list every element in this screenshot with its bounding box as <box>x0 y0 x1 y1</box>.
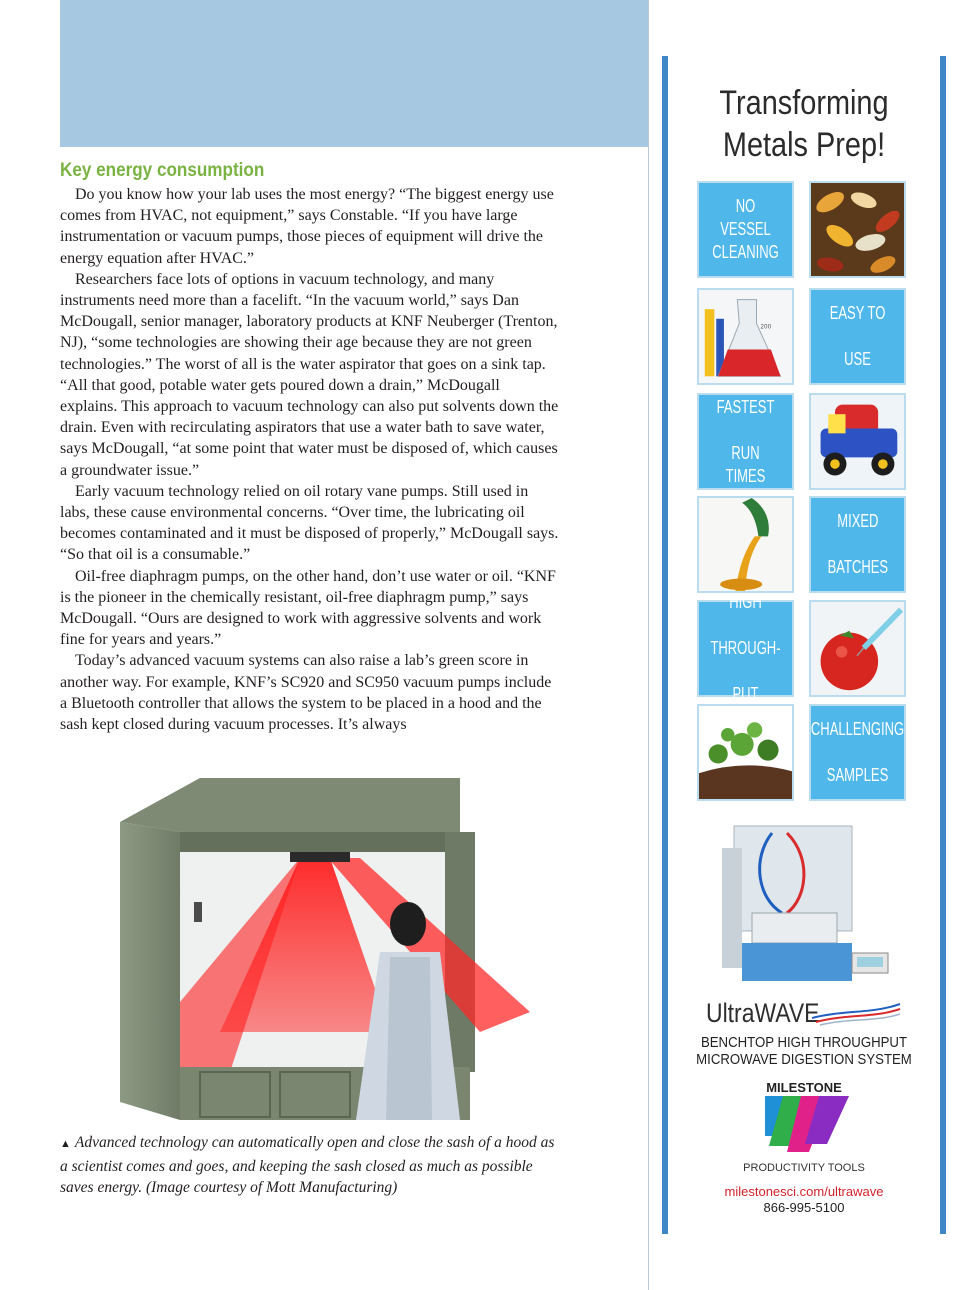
feature-line: USE <box>844 349 871 369</box>
ad-url[interactable]: milestonesci.com/ultrawave <box>724 1184 884 1199</box>
feature-line: CLEANING <box>712 242 779 262</box>
feature-line: SAMPLES <box>826 765 889 785</box>
oil-pour-image <box>697 496 794 593</box>
ad-title-line1: Transforming <box>719 84 889 122</box>
article-paragraph-4: Oil-free diaphragm pumps, on the other hand, don’t use water or oil. “KNF is the pioneer in the chemically resistant, oil-free diaphragm pump,” says McDougall. “Ours are designed to work with aggressive solvents and work fine for years and years.” <box>60 567 556 649</box>
beaker-image <box>697 288 794 385</box>
article <box>60 160 560 735</box>
ad-title <box>683 82 924 166</box>
article-paragraph-3: Early vacuum technology relied on oil rotary vane pumps. Still used in labs, these cause environmental concerns. “Over time, the lubricating oil becomes contaminated and it must be disposed of properly,” McDougall says. “So that oil is a consumable.” <box>60 482 559 564</box>
feature-tile-challenging-samples <box>809 704 906 801</box>
feature-line: BATCHES <box>827 557 888 577</box>
brand-swoosh-graphic <box>812 1000 902 1026</box>
article-paragraph-2: Researchers face lots of options in vacuum technology, and many instruments need more than a facelift. “In the vacuum world,” says Dan McDougall, senior manager, laboratory products at KNF Neuberger (Trenton, NJ), “some technologies are showing their age because they are not green technologies.” The worst of all is the water aspirator that goes on a sink tap. “All that good, potable water gets poured down a drain,” McDougall explains. This approach to vacuum technology can also put solvents down the drain. Even with recirculating aspirators that use a water bath to save water, says McDougall, “at some point that water must be disposed of, which causes a groundwater issue.” <box>60 270 559 479</box>
feature-line: FASTEST <box>716 396 775 417</box>
company-subtitle: PRODUCTIVITY TOOLS <box>743 1162 865 1174</box>
company-name: MILESTONE <box>766 1080 842 1095</box>
article-heading: Key energy consumption <box>60 160 265 181</box>
soil-plants-image <box>697 704 794 801</box>
feature-line: HIGH <box>729 592 762 612</box>
ad-tagline <box>679 1034 929 1068</box>
tomato-syringe-image <box>809 600 906 697</box>
caption-text: Advanced technology can automatically open and close the sash of a hood as a scientist comes and goes, and keeping the sash closed as much as possible saves energy. (Image courtesy of Mott Manufacturing) <box>60 1134 555 1196</box>
ad-title-line2: Metals Prep! <box>722 126 886 164</box>
feature-line: RUN TIMES <box>725 442 766 486</box>
feature-tile-no-vessel-cleaning <box>697 181 794 278</box>
ad-border-right <box>940 56 946 1234</box>
ad-border-left <box>662 56 668 1234</box>
column-divider <box>648 0 649 1290</box>
feature-tile-fastest-run-times <box>697 393 794 490</box>
article-paragraph-5: Today’s advanced vacuum systems can also raise a lab’s green score in another way. For example, KNF’s SC920 and SC950 vacuum pumps include a Bluetooth controller that allows the system to be placed in a hood and the sash kept closed during vacuum processes. It’s always <box>60 652 552 734</box>
header-band <box>60 0 649 147</box>
fume-hood-photo <box>60 772 560 1120</box>
svg-text:200: 200 <box>760 324 772 331</box>
feature-line: EASY TO <box>829 303 886 323</box>
tagline-line2: MICROWAVE DIGESTION SYSTEM <box>696 1051 912 1068</box>
figure-caption <box>60 1132 560 1199</box>
ultrawave-machine-image <box>712 818 902 988</box>
feature-line: MIXED <box>836 511 879 531</box>
toy-truck-image <box>809 393 906 490</box>
feature-line: THROUGH- <box>710 638 781 658</box>
capsules-image <box>809 181 906 278</box>
brand-name: UltraWAVE <box>706 998 820 1028</box>
tagline-line1: BENCHTOP HIGH THROUGHPUT <box>700 1034 908 1051</box>
article-paragraph-1: Do you know how your lab uses the most energy? “The biggest energy use comes from HVAC, not equipment,” says Constable. “If you have large instrumentation or vacuum pumps, those pieces of equipment will drive the energy equation after HVAC.” <box>60 186 554 267</box>
feature-line: NO VESSEL <box>720 196 771 239</box>
feature-tile-mixed-batches <box>809 496 906 593</box>
caret-up-icon: ▲ <box>60 1138 71 1150</box>
milestone-logo <box>765 1096 849 1156</box>
feature-line: CHALLENGING <box>810 719 905 739</box>
feature-tile-easy-to-use <box>809 288 906 385</box>
ad-phone: 866-995-5100 <box>763 1200 845 1215</box>
feature-tile-high-throughput <box>697 592 794 704</box>
section-label: GOING GREENER <box>736 52 898 72</box>
milestone-ad <box>662 56 946 1234</box>
feature-line: PUT <box>732 684 759 704</box>
